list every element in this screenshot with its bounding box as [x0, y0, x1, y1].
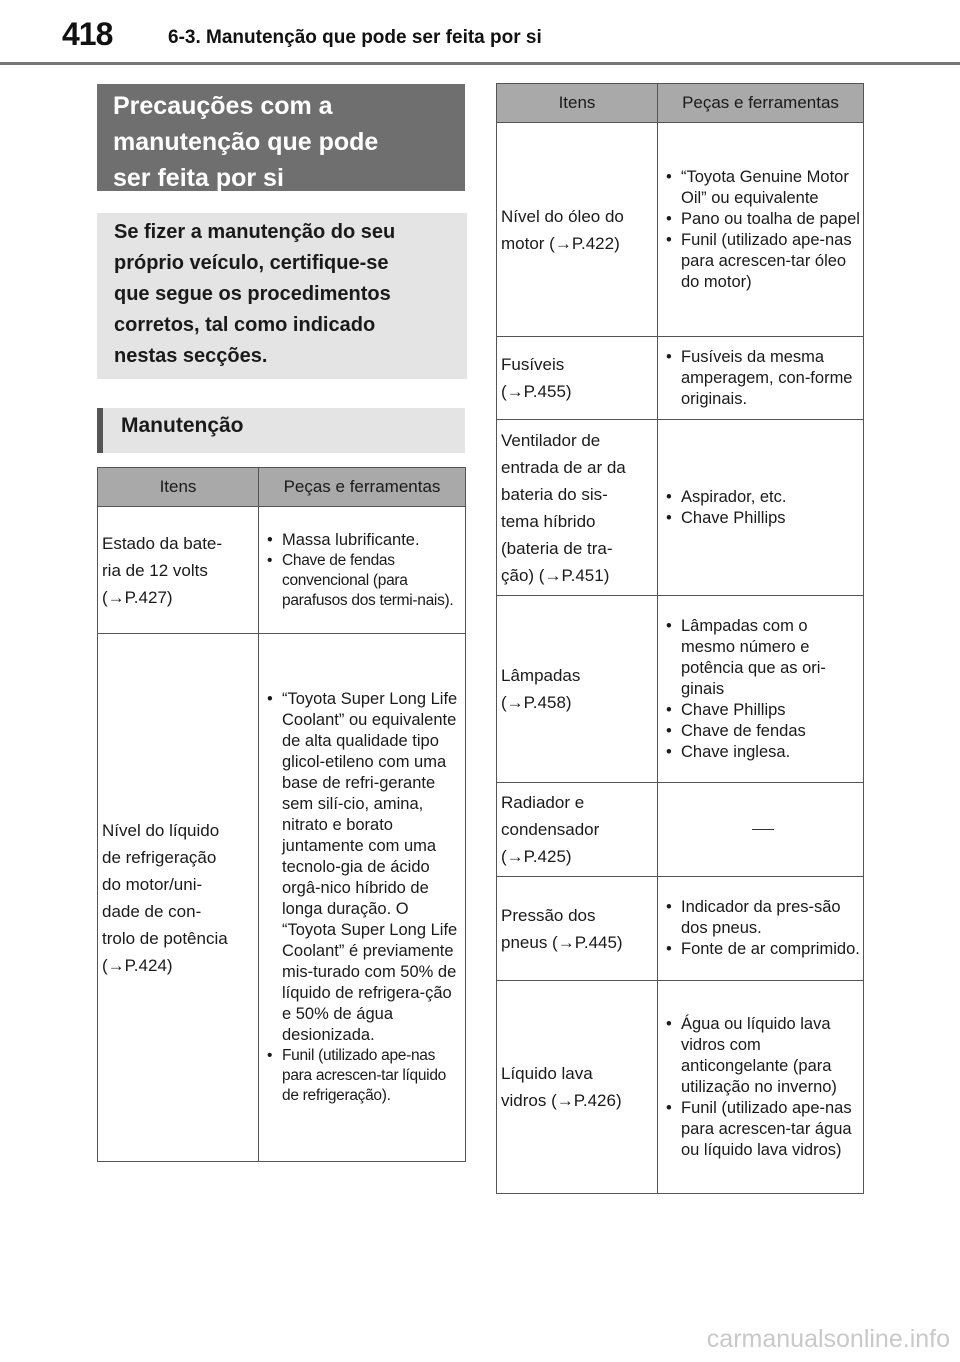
item-line: (→P.458): [501, 693, 572, 712]
precautions-title: [97, 84, 465, 191]
parts-cell: [658, 596, 864, 783]
intro-line: próprio veículo, certifique-se: [114, 252, 389, 274]
item-line: do motor/uni-: [102, 874, 203, 894]
item-line: Líquido lava: [501, 1064, 593, 1083]
parts-cell: [259, 634, 466, 1162]
parts-cell: [658, 981, 864, 1194]
item-cell: [497, 123, 658, 337]
item-line: Nível do óleo do: [501, 206, 624, 226]
item-line: entrada de ar da: [501, 457, 626, 477]
parts-list-item: • Funil (utilizado ape-nas para acrescen-tar líquido de refrigeração).: [265, 1046, 463, 1106]
parts-cell: [658, 783, 864, 877]
item-line: Nível do líquido: [102, 820, 220, 840]
parts-list-item: • Água ou líquido lava vidros com anticongelante (para utilização no inverno): [664, 1014, 861, 1098]
item-line: condensador: [501, 820, 600, 839]
parts-cell: [658, 420, 864, 596]
parts-list-item: • Chave inglesa.: [664, 742, 861, 763]
parts-list-item: • Chave de fendas: [664, 721, 861, 742]
table-row: [497, 877, 864, 981]
column-header-items: Itens: [98, 468, 259, 507]
item-cell: [497, 596, 658, 783]
item-line: Lâmpadas: [501, 666, 581, 685]
page-number: 418: [62, 16, 113, 52]
intro-line: Se fizer a manutenção do seu: [114, 221, 396, 243]
item-line: ria de 12 volts: [102, 560, 208, 580]
item-line: (→P.455): [501, 382, 572, 401]
item-cell: [497, 783, 658, 877]
item-cell: [98, 507, 259, 634]
column-header-items: Itens: [497, 84, 658, 123]
table-header-row: [497, 84, 864, 123]
parts-list-item: • “Toyota Genuine Motor Oil” ou equivalente: [664, 167, 861, 209]
parts-list-item: • Fonte de ar comprimido.: [664, 939, 861, 960]
item-line: Estado da bate-: [102, 533, 223, 553]
item-line: (→P.427): [102, 587, 173, 607]
item-line: de refrigeração: [102, 847, 217, 867]
item-cell: [98, 634, 259, 1162]
table-row: [497, 783, 864, 877]
header-divider: [0, 62, 960, 65]
section-heading: Manutenção: [97, 408, 465, 453]
intro-text: [97, 213, 467, 379]
table-row: [497, 337, 864, 420]
parts-list-item: • Indicador da pres-são dos pneus.: [664, 897, 861, 939]
item-line: (→P.424): [102, 955, 173, 975]
intro-line: nestas secções.: [114, 345, 268, 367]
table-row: [497, 981, 864, 1194]
parts-list-item: • Funil (utilizado ape-nas para acrescen-tar água ou líquido lava vidros): [664, 1098, 861, 1161]
precautions-title-line: ser feita por si: [113, 164, 284, 192]
table-row: [497, 420, 864, 596]
parts-list-item: • Pano ou toalha de papel: [664, 209, 861, 230]
item-line: pneus (→P.445): [501, 932, 623, 952]
item-line: Pressão dos: [501, 905, 596, 925]
table-row: [497, 596, 864, 783]
page-header: [0, 0, 960, 70]
item-line: (→P.425): [501, 847, 572, 866]
parts-cell: [658, 123, 864, 337]
column-header-parts: Peças e ferramentas: [658, 84, 864, 123]
item-line: (bateria de tra-: [501, 538, 613, 558]
item-line: vidros (→P.426): [501, 1091, 622, 1110]
table-header-row: [98, 468, 466, 507]
table-row: [98, 507, 466, 634]
item-line: ção) (→P.451): [501, 565, 610, 585]
item-line: Radiador e: [501, 793, 585, 812]
parts-list-item: • Fusíveis da mesma amperagem, con-forme originais.: [664, 347, 861, 410]
item-line: bateria do sis-: [501, 484, 608, 504]
item-line: tema híbrido: [501, 511, 596, 531]
watermark: carmanualsonline.info: [706, 1325, 950, 1353]
intro-line: corretos, tal como indicado: [114, 314, 376, 336]
chapter-title: 6-3. Manutenção que pode ser feita por si: [168, 27, 542, 48]
maintenance-table-left: [97, 467, 466, 1162]
item-cell: [497, 337, 658, 420]
column-header-parts: Peças e ferramentas: [259, 468, 466, 507]
table-row: [497, 123, 864, 337]
item-line: dade de con-: [102, 901, 202, 921]
precautions-title-line: Precauções com a: [113, 92, 333, 120]
parts-list-item: • Aspirador, etc.: [664, 487, 861, 508]
parts-list-item: • Chave Phillips: [664, 700, 861, 721]
parts-cell: [259, 507, 466, 634]
parts-list-item: • Chave de fendas convencional (para parafusos dos termi-nais).: [265, 551, 463, 611]
parts-list-item: • Chave Phillips: [664, 508, 861, 529]
maintenance-table-right: [496, 83, 864, 1194]
empty-dash: [752, 829, 774, 830]
item-line: motor (→P.422): [501, 233, 620, 253]
intro-line: que segue os procedimentos: [114, 283, 391, 305]
parts-cell: [658, 877, 864, 981]
parts-list-item: • Massa lubrificante.: [265, 530, 463, 551]
item-cell: [497, 981, 658, 1194]
item-line: trolo de potência: [102, 928, 228, 948]
parts-list-item: • Lâmpadas com o mesmo número e potência que as ori-ginais: [664, 616, 861, 700]
parts-list-item: • Funil (utilizado ape-nas para acrescen-tar óleo do motor): [664, 230, 861, 293]
item-line: Fusíveis: [501, 355, 565, 374]
item-line: Ventilador de: [501, 430, 601, 450]
item-cell: [497, 877, 658, 981]
parts-cell: [658, 337, 864, 420]
precautions-title-line: manutenção que pode: [113, 128, 379, 156]
parts-list-item: • “Toyota Super Long Life Coolant” ou equivalente de alta qualidade tipo glicol-etileno com uma base de refri-gerante sem silí-cio, amina, nitrato e borato juntamente com uma tecnolo-gia de ácido orgâ-nico híbrido de longa duração. O “Toyota Super Long Life Coolant” é previamente mis-turado com 50% de líquido de refrigera-ção e 50% de água desionizada.: [265, 689, 463, 1046]
item-cell: [497, 420, 658, 596]
table-row: [98, 634, 466, 1162]
